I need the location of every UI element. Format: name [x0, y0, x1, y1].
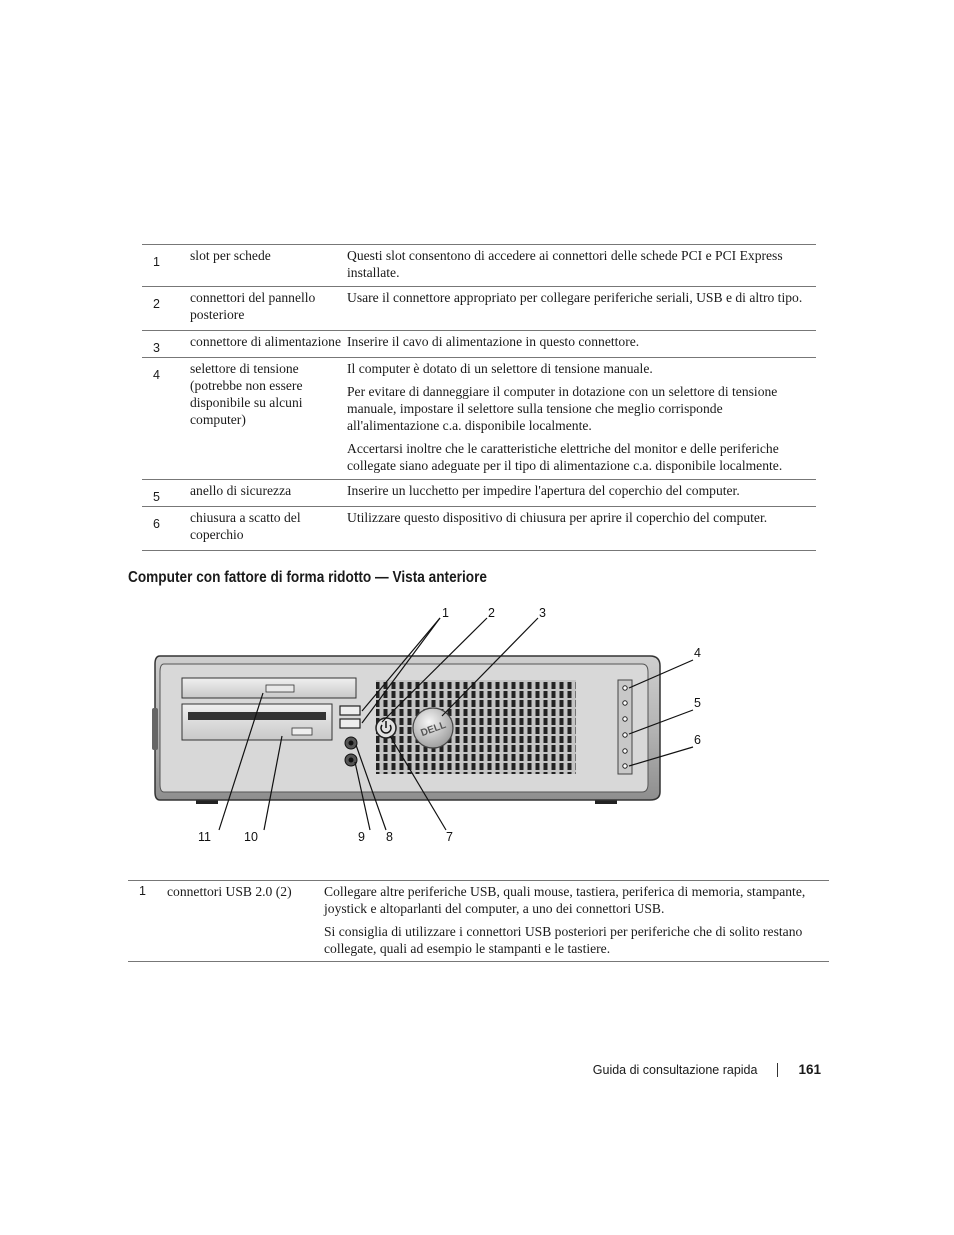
callout-6: 6 — [694, 733, 701, 747]
description-paragraph: Questi slot consentono di accedere ai connettori delle schede PCI e PCI Express installate. — [347, 248, 783, 280]
callout-9: 9 — [358, 830, 365, 844]
page-number: 161 — [798, 1062, 821, 1077]
component-name: connettori USB 2.0 (2) — [167, 884, 292, 899]
component-description — [347, 480, 816, 507]
description-paragraph: Usare il connettore appropriato per collegare periferiche seriali, USB e di altro tipo. — [347, 290, 803, 305]
description-paragraph: Utilizzare questo dispositivo di chiusura per aprire il coperchio del computer. — [347, 510, 768, 525]
description-paragraph: Collegare altre periferiche USB, quali mouse, tastiera, periferica di memoria, stampante, joystick e altoparlanti del computer, a uno dei connettori USB. — [324, 884, 806, 916]
component-description — [347, 331, 816, 358]
callout-11: 11 — [198, 830, 211, 844]
table-row — [142, 331, 816, 358]
front-view-table — [128, 880, 829, 962]
callout-1: 1 — [442, 606, 449, 620]
description-paragraph: Il computer è dotato di un selettore di tensione manuale. — [347, 361, 653, 376]
floppy-drive-eject-button — [292, 728, 312, 735]
description-paragraph: Inserire il cavo di alimentazione in questo connettore. — [347, 334, 640, 349]
description-paragraph: Accertarsi inoltre che le caratteristiche elettriche del monitor e delle periferiche collegate siano adeguate per il tipo di alimentazione c.a. disponibile localmente. — [347, 441, 783, 473]
footer-separator — [777, 1063, 778, 1077]
component-description — [347, 358, 816, 480]
row-number: 1 — [139, 884, 146, 898]
row-number: 2 — [153, 297, 160, 311]
component-description — [347, 287, 816, 331]
row-number: 5 — [153, 490, 160, 504]
callout-7: 7 — [446, 830, 453, 844]
row-number: 3 — [153, 341, 160, 355]
computer-front-view-figure — [150, 600, 750, 850]
front-vents — [376, 680, 576, 774]
back-view-table — [142, 244, 816, 551]
dell-logo: DELL — [419, 719, 448, 740]
table-row — [142, 287, 816, 331]
component-name: selettore di tensione (potrebbe non essere disponibile su alcuni computer) — [190, 361, 303, 427]
component-name: chiusura a scatto del coperchio — [190, 510, 301, 542]
description-paragraph: Inserire un lucchetto per impedire l'apertura del coperchio del computer. — [347, 483, 740, 498]
row-number: 4 — [153, 368, 160, 382]
table-row — [142, 358, 816, 480]
footer-guide-title: Guida di consultazione rapida — [592, 1062, 758, 1077]
callout-4: 4 — [694, 646, 701, 660]
table-row — [128, 881, 829, 962]
callout-5: 5 — [694, 696, 701, 710]
diagnostic-lights-panel — [618, 680, 632, 774]
component-description — [347, 245, 816, 287]
optical-drive-eject-button — [266, 685, 294, 692]
table-row — [142, 245, 816, 287]
component-name: anello di sicurezza — [190, 483, 292, 498]
row-number: 6 — [153, 517, 160, 531]
page-footer — [593, 1062, 821, 1077]
description-paragraph: Per evitare di danneggiare il computer in dotazione con un selettore di tensione manuale, impostare il selettore sulla tensione che meglio corrisponde all'alimentazione c.a. disponibile localmente. — [347, 384, 778, 433]
component-description — [347, 507, 816, 551]
callout-8: 8 — [386, 830, 393, 844]
component-name: slot per schede — [190, 248, 271, 263]
table-row — [142, 507, 816, 551]
component-name: connettori del pannello posteriore — [190, 290, 316, 322]
row-number: 1 — [153, 255, 160, 269]
usb-port-bottom — [340, 719, 360, 728]
description-paragraph: Si consiglia di utilizzare i connettori USB posteriori per periferiche che di solito restano collegate, quali ad esempio le stampanti e le tastiere. — [324, 924, 803, 956]
usb-port-top — [340, 706, 360, 715]
callout-10: 10 — [244, 830, 258, 844]
component-name: connettore di alimentazione — [190, 334, 341, 349]
callout-2: 2 — [488, 606, 495, 620]
side-handle — [152, 708, 158, 750]
component-description — [324, 881, 829, 962]
callout-3: 3 — [539, 606, 546, 620]
table-row — [142, 480, 816, 507]
section-title: Computer con fattore di forma ridotto — Vista anteriore — [128, 569, 487, 586]
